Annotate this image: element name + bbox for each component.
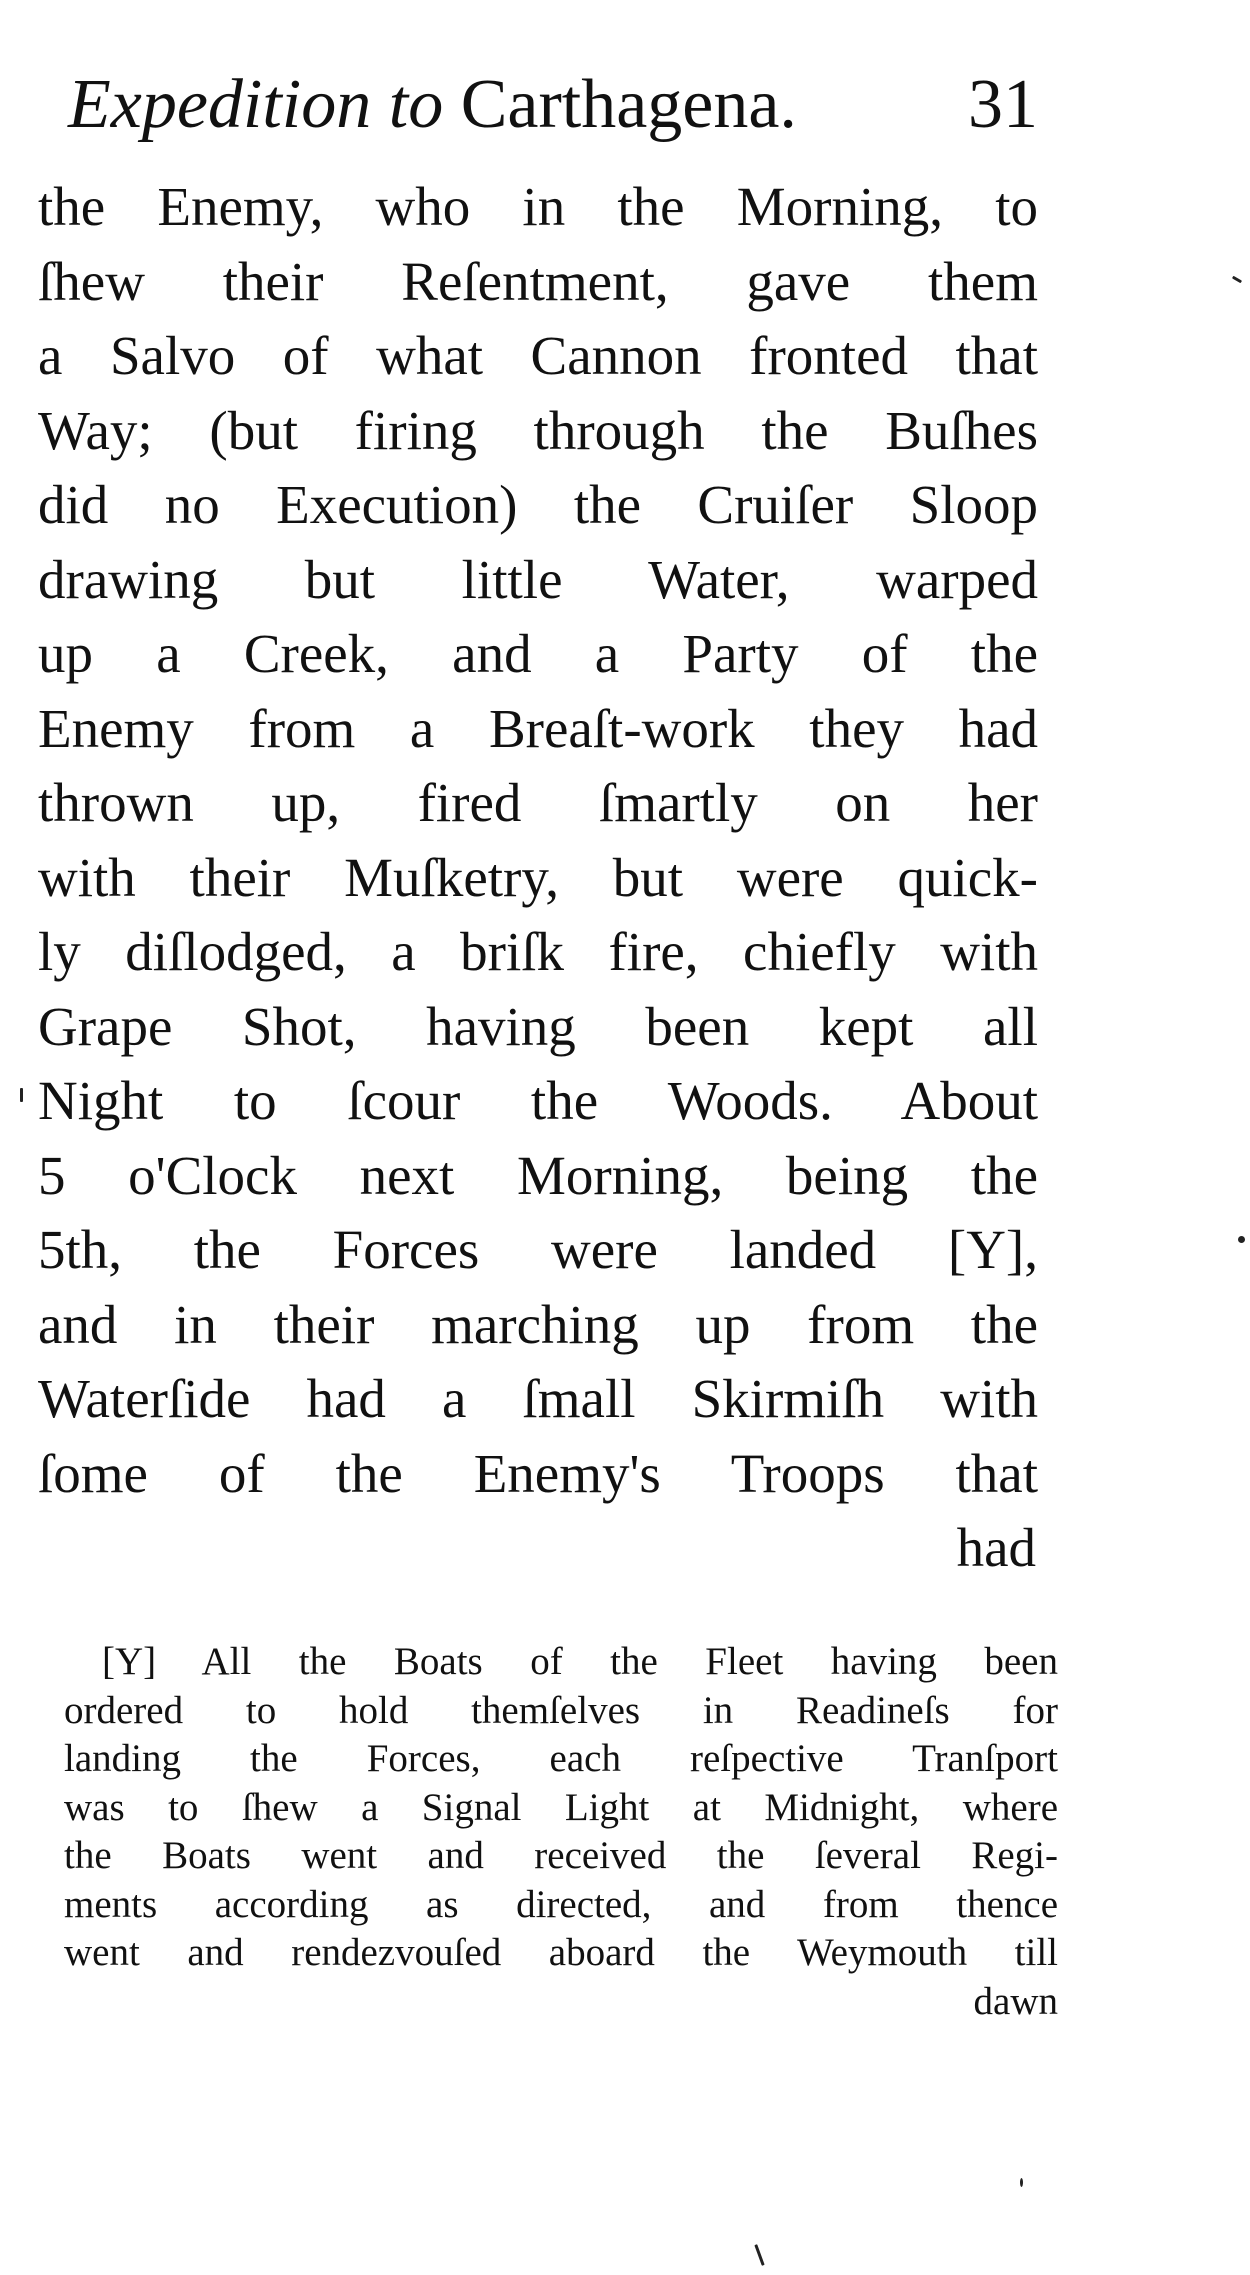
running-head (68, 52, 1038, 157)
main-text (38, 170, 1038, 1586)
page-number: 31 (968, 66, 1038, 143)
ink-speck (754, 2244, 764, 2266)
ink-speck (1232, 276, 1242, 284)
text-line: the Enemy, who in the Morning, to (38, 176, 1038, 237)
text-line: did no Execution) the Cruiſer Sloop (38, 474, 1038, 535)
text-line: 5th, the Forces were landed [Y], (38, 1219, 1038, 1280)
footnote-line: ordered to hold themſelves in Readineſs for (64, 1688, 1058, 1732)
catchword: had (956, 1517, 1036, 1578)
footnote-line: was to ſhew a Signal Light at Midnight, where (64, 1785, 1058, 1829)
running-head-title-prefix: Expedition to (68, 66, 444, 143)
text-line: with their Muſketry, but were quick- (38, 846, 1038, 908)
text-line: ſome of the Enemy's Troops that (38, 1442, 1038, 1504)
footnote-line: [Y] All the Boats of the Fleet having been (102, 1640, 1058, 1683)
running-head-place: Carthagena. (460, 66, 797, 143)
text-line: and in their marching up from the (38, 1293, 1038, 1355)
text-line: Waterſide had a ſmall Skirmiſh with (38, 1368, 1038, 1429)
footnote-line: the Boats went and received the ſeveral Regi- (64, 1834, 1058, 1877)
text-line: ly diſlodged, a briſk fire, chiefly with (38, 921, 1038, 982)
footnote-catchword: dawn (973, 1979, 1058, 2023)
text-line: up a Creek, and a Party of the (38, 623, 1038, 684)
text-line: Night to ſcour the Woods. About (38, 1070, 1038, 1131)
text-line: Grape Shot, having been kept all (38, 995, 1038, 1057)
text-line: a Salvo of what Cannon fronted that (38, 325, 1038, 386)
ink-speck (1020, 2178, 1023, 2187)
text-line: Way; (but firing through the Buſhes (38, 399, 1038, 461)
ink-speck (1238, 1236, 1245, 1243)
ink-speck (20, 1088, 23, 1102)
footnote-line: landing the Forces, each reſpective Tranſport (64, 1737, 1058, 1780)
text-line: Enemy from a Breaſt-work they had (38, 697, 1038, 759)
text-line: 5 o'Clock next Morning, being the (38, 1144, 1038, 1206)
text-line: drawing but little Water, warped (38, 548, 1038, 610)
footnote-line: ments according as directed, and from thence (64, 1882, 1058, 1926)
text-line: thrown up, fired ſmartly on her (38, 772, 1038, 833)
text-line: ſhew their Reſentment, gave them (38, 250, 1038, 312)
footnote (64, 1638, 1058, 2026)
footnote-line: went and rendezvouſed aboard the Weymouth till (64, 1931, 1058, 1974)
